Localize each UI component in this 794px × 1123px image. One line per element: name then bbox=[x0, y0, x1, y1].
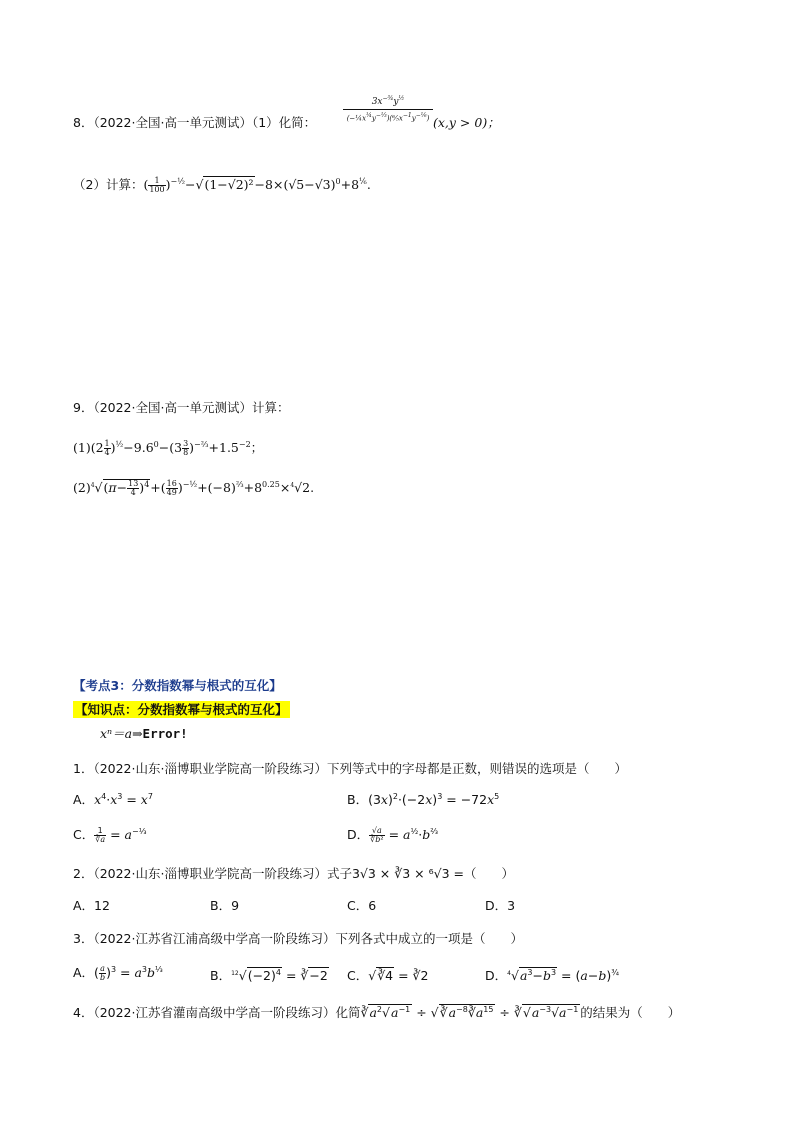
q8-condition: (x,y > 0)； bbox=[433, 115, 500, 130]
q2-option-c: C．6 bbox=[347, 898, 377, 913]
q3-option-a: A．( $\frac{a}{b}$ )$^3 = a^3b^{\frac{1}{3}}$ bbox=[73, 964, 163, 982]
q1-option-b: B．$(3x)^2\cdot(-2x)^3 = -72x^5$ bbox=[347, 791, 500, 807]
q2-option-d: D．3 bbox=[485, 898, 516, 913]
q8-denominator: (−¼x¼y−⅓)(⁶⁄₅x−1y−⅙) bbox=[346, 112, 430, 123]
q3-stem: 3．（2022·江苏省江浦高级中学高一阶段练习）下列各式中成立的一项是（ ） bbox=[73, 931, 523, 946]
q9-part1: (1)(2 $\frac{1}{4}$ )$^{\frac{1}{2}}-9.6^0-(3$ $\frac{3}{8}$ )$^{-\frac{2}{3}}+1.5^{-2}$； bbox=[73, 439, 264, 457]
q9-label: 9．（2022·全国·高一单元测试）计算： bbox=[73, 400, 290, 415]
q1-option-c: C． $\frac{1}{∛a}$ = $a^{-\frac{1}{3}}$ bbox=[73, 826, 147, 844]
q1-option-a: A．$x^4\cdot x^3 = x^7$ bbox=[73, 791, 153, 807]
formula-error: Error! bbox=[142, 726, 188, 741]
q9-part2: $(2)^4√(\pi-$ $\frac{13}{4}$ )$^4$+( $\frac{16}{49}$ )$^{-\frac{1}{2}}+(-8)^{\frac{2}{3}}+8^{0.25}\times^4√2$. bbox=[73, 479, 315, 498]
kaodian-heading: 【考点3：分数指数幂与根式的互化】 bbox=[73, 678, 282, 693]
q3-option-c: C．√∛4 = ∛2 bbox=[347, 968, 429, 983]
q4-stem: 4．（2022·江苏省灌南高级中学高一阶段练习）化简$∛a^2√a^{-1}$ ÷ $√∛a^{-8}∛a^{15}$ ÷ $∛√a^{-3}√a^{-1}$ 的结果为（ ） bbox=[73, 1004, 681, 1020]
q8-numerator: $3x^{-\frac{3}{4}}y^{\frac{1}{2}}$ bbox=[343, 95, 433, 110]
q2-option-a: A．12 bbox=[73, 898, 110, 913]
q8-line1 bbox=[73, 113, 316, 131]
zhishi-highlight: 【知识点：分数指数幂与根式的互化】 bbox=[75, 702, 288, 717]
q8-label-visible: 8．（2022·全国·高一单元测试）（1）化简： bbox=[73, 115, 317, 130]
zhishi-heading bbox=[73, 700, 290, 718]
q1-option-d: D． $\frac{√a}{\text{∛b²}}$ = $a^{\frac{1}{2}}\cdot b^{\frac{2}{3}}$ bbox=[347, 826, 438, 844]
q8-part2-label: （2）计算： bbox=[73, 177, 144, 192]
q8-part2-expr: ( $\frac{1}{100}$ )$^{-\frac{1}{2}}-√(1-√2)^2-8\times(√5-√3)^0+8^{\frac{1}{6}}$. bbox=[143, 176, 371, 194]
q3-option-d: D．$^4√a^3-b^3 = (a-b)^{\frac{3}{4}}$ bbox=[485, 967, 619, 983]
q8-fraction bbox=[343, 95, 433, 122]
q1-stem: 1．（2022·山东·淄博职业学院高一阶段练习）下列等式中的字母都是正数，则错误的选项是（ ） bbox=[73, 761, 627, 776]
q8-part2 bbox=[73, 175, 371, 194]
q3-option-b: B．$^{12}√(-2)^4$ = ∛−2 bbox=[210, 967, 328, 983]
formula-line bbox=[100, 724, 188, 742]
q2-stem: 2．（2022·山东·淄博职业学院高一阶段练习）式子3√3 × ∛3 × ⁶√3 =（ ） bbox=[73, 866, 514, 881]
q2-option-b: B．9 bbox=[210, 898, 240, 913]
formula-left: xⁿ＝a⇒ bbox=[100, 726, 143, 741]
